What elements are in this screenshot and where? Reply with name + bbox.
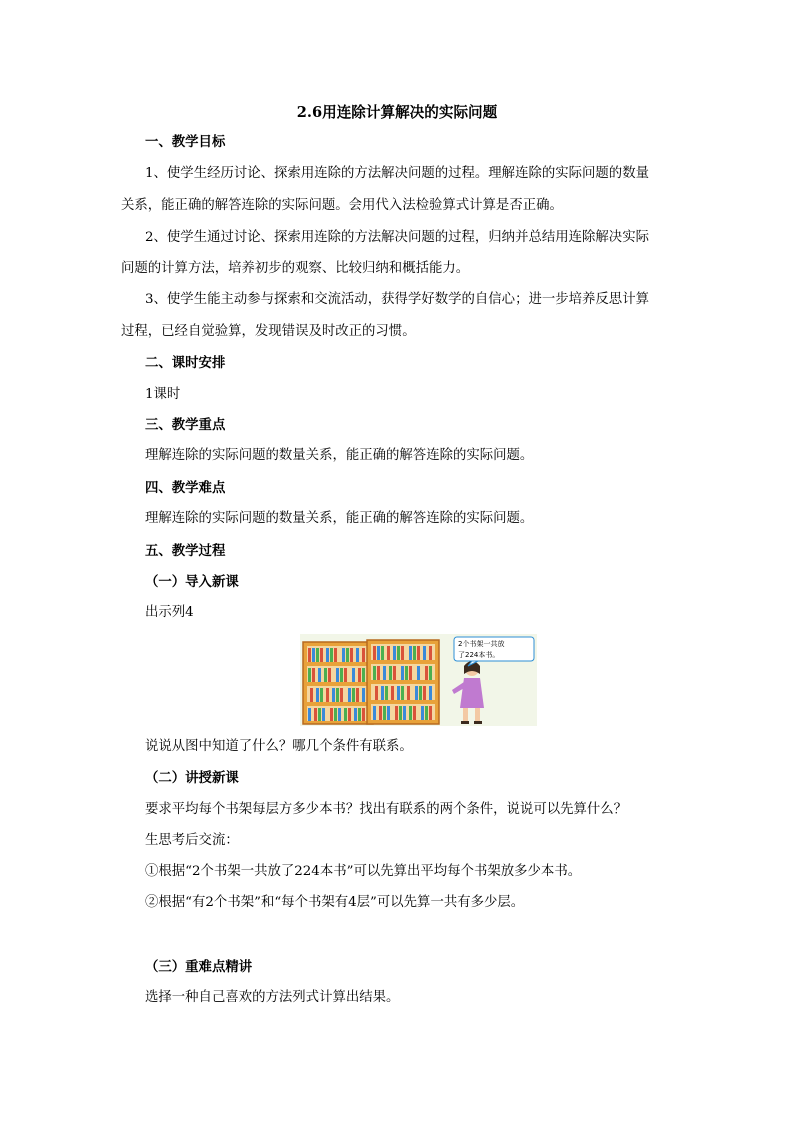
bubble-text-line-2: 了224本书。 [458, 651, 500, 659]
objective-2-line-1: 2、使学生通过讨论、探索用连除的方法解决问题的过程，归纳并总结用连除解决实际 [145, 230, 649, 245]
subsection-heading-new-lesson: （二）讲授新课 [145, 770, 239, 786]
objective-3-line-1: 3、使学生能主动参与探索和交流活动，获得学好数学的自信心；进一步培养反思计算 [145, 292, 649, 307]
subsection-heading-intro: （一）导入新课 [145, 574, 239, 590]
bookshelf-left [303, 642, 373, 724]
after-image-text: 说说从图中知道了什么？哪几个条件有联系。 [145, 739, 413, 754]
new-lesson-answer-1: ①根据“2个书架一共放了224本书”可以先算出平均每个书架放多少本书。 [145, 864, 582, 879]
new-lesson-question: 要求平均每个书架每层方多少本书？找出有联系的两个条件，说说可以先算什么？ [145, 802, 628, 817]
subsection-heading-key-difficulties: （三）重难点精讲 [145, 959, 253, 975]
key-points-text: 理解连除的实际问题的数量关系，能正确的解答连除的实际问题。 [145, 448, 534, 463]
objective-3-line-2: 过程，已经自觉验算，发现错误及时改正的习惯。 [121, 324, 416, 339]
bubble-text-line-1: 2个书架一共放 [458, 640, 505, 648]
bookshelf-right [367, 640, 439, 724]
bookshelf-illustration [300, 634, 537, 726]
section-heading-key-points: 三、教学重点 [145, 417, 226, 433]
new-lesson-answer-2: ②根据“有2个书架”和“每个书架有4层”可以先算一共有多少层。 [145, 895, 525, 910]
key-difficulties-text: 选择一种自己喜欢的方法列式计算出结果。 [145, 990, 400, 1005]
page-title: 2.6用连除计算解决的实际问题 [296, 104, 498, 121]
objective-1-line-2: 关系，能正确的解答连除的实际问题。会用代入法检验算式计算是否正确。 [121, 198, 563, 213]
section-heading-difficulties: 四、教学难点 [145, 480, 226, 496]
objective-2-line-2: 问题的计算方法，培养初步的观察、比较归纳和概括能力。 [121, 261, 470, 276]
intro-text: 出示列4 [145, 605, 194, 620]
difficulties-text: 理解连除的实际问题的数量关系，能正确的解答连除的实际问题。 [145, 511, 534, 526]
section-heading-process: 五、教学过程 [145, 543, 226, 559]
new-lesson-discussion: 生思考后交流： [145, 833, 239, 848]
section-heading-objectives: 一、教学目标 [145, 134, 226, 150]
schedule-text: 1课时 [145, 387, 181, 402]
objective-1-line-1: 1、使学生经历讨论、探索用连除的方法解决问题的过程。理解连除的实际问题的数量 [145, 166, 649, 181]
bookshelf-illustration-svg [300, 634, 537, 726]
section-heading-schedule: 二、课时安排 [145, 355, 226, 371]
